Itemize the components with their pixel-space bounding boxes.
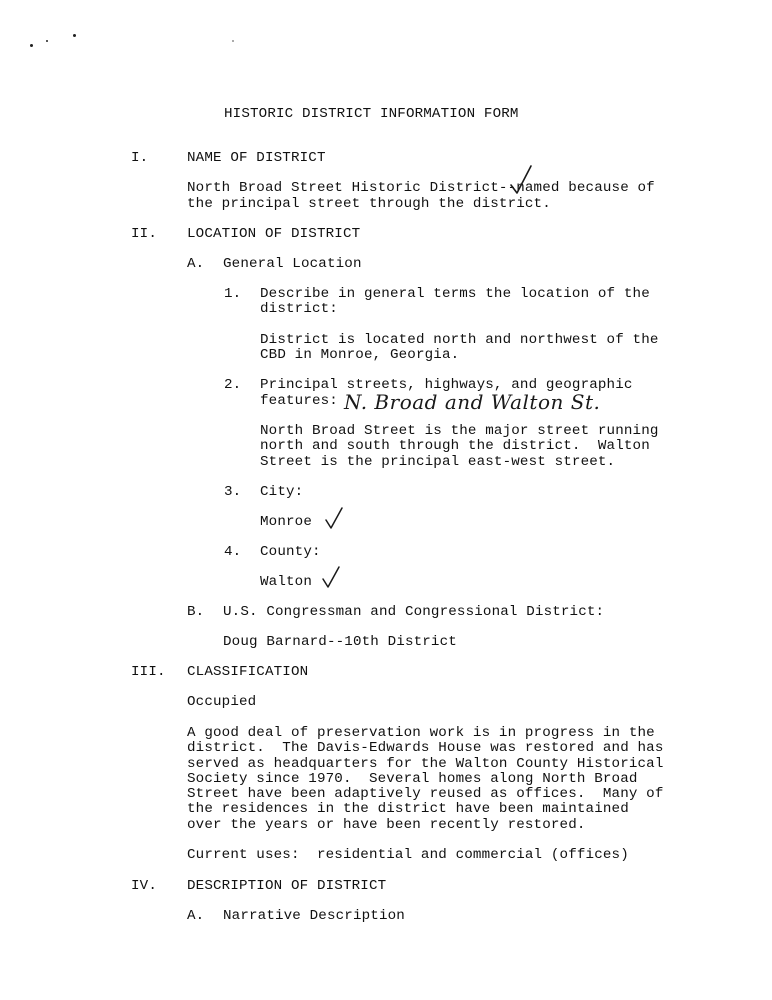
section-1-heading: NAME OF DISTRICT — [187, 150, 326, 166]
section-4-number: IV. — [131, 878, 157, 894]
classification-para-line-5: Street have been adaptively reused as offices. Many of — [187, 786, 664, 802]
checkmark-icon — [323, 506, 345, 530]
scan-speck — [30, 44, 33, 47]
checkmark-icon — [508, 163, 534, 197]
subsection-a-letter: A. — [187, 256, 205, 272]
item-1-question-line-1: Describe in general terms the location of the — [260, 286, 650, 302]
item-2-answer-line-3: Street is the principal east-west street. — [260, 454, 616, 470]
item-1-answer-line-2: CBD in Monroe, Georgia. — [260, 347, 460, 363]
scan-speck — [73, 34, 76, 37]
item-1-number: 1. — [224, 286, 242, 302]
scan-speck — [232, 40, 234, 42]
section-4-subsection-a-letter: A. — [187, 908, 205, 924]
scan-speck — [46, 40, 48, 42]
subsection-b-letter: B. — [187, 604, 205, 620]
classification-status: Occupied — [187, 694, 257, 710]
handwritten-annotation: N. Broad and Walton St. — [344, 390, 601, 414]
item-3-answer: Monroe — [260, 514, 312, 530]
classification-para-line-4: Society since 1970. Several homes along North Broad — [187, 771, 638, 787]
section-2-number: II. — [131, 226, 157, 242]
item-2-answer-line-1: North Broad Street is the major street running — [260, 423, 659, 439]
section-3-number: III. — [131, 664, 166, 680]
item-4-answer: Walton — [260, 574, 312, 590]
current-uses: Current uses: residential and commercial (offices) — [187, 847, 629, 863]
item-1-answer-line-1: District is located north and northwest of the — [260, 332, 659, 348]
section-3-heading: CLASSIFICATION — [187, 664, 309, 680]
form-title: HISTORIC DISTRICT INFORMATION FORM — [224, 106, 519, 122]
classification-para-line-7: over the years or have been recently restored. — [187, 817, 586, 833]
section-4-subsection-a-heading: Narrative Description — [223, 908, 405, 924]
subsection-b-heading: U.S. Congressman and Congressional District: — [223, 604, 605, 620]
item-4-question: County: — [260, 544, 321, 560]
classification-para-line-2: district. The Davis-Edwards House was restored and has — [187, 740, 664, 756]
section-1-number: I. — [131, 150, 149, 166]
classification-para-line-1: A good deal of preservation work is in progress in the — [187, 725, 655, 741]
district-name-line-2: the principal street through the district. — [187, 196, 551, 212]
subsection-b-answer: Doug Barnard--10th District — [223, 634, 457, 650]
item-4-number: 4. — [224, 544, 242, 560]
subsection-a-heading: General Location — [223, 256, 362, 272]
item-2-question-line-1: Principal streets, highways, and geographic — [260, 377, 633, 393]
checkmark-icon — [320, 565, 342, 589]
item-3-question: City: — [260, 484, 304, 500]
section-4-heading: DESCRIPTION OF DISTRICT — [187, 878, 387, 894]
section-2-heading: LOCATION OF DISTRICT — [187, 226, 361, 242]
item-2-question-line-2: features: — [260, 393, 338, 409]
classification-para-line-6: the residences in the district have been maintained — [187, 801, 629, 817]
classification-para-line-3: served as headquarters for the Walton County Historical — [187, 756, 664, 772]
item-3-number: 3. — [224, 484, 242, 500]
district-name-line-1: North Broad Street Historic District--named because of — [187, 180, 655, 196]
item-2-number: 2. — [224, 377, 242, 393]
item-2-answer-line-2: north and south through the district. Walton — [260, 438, 650, 454]
item-1-question-line-2: district: — [260, 301, 338, 317]
